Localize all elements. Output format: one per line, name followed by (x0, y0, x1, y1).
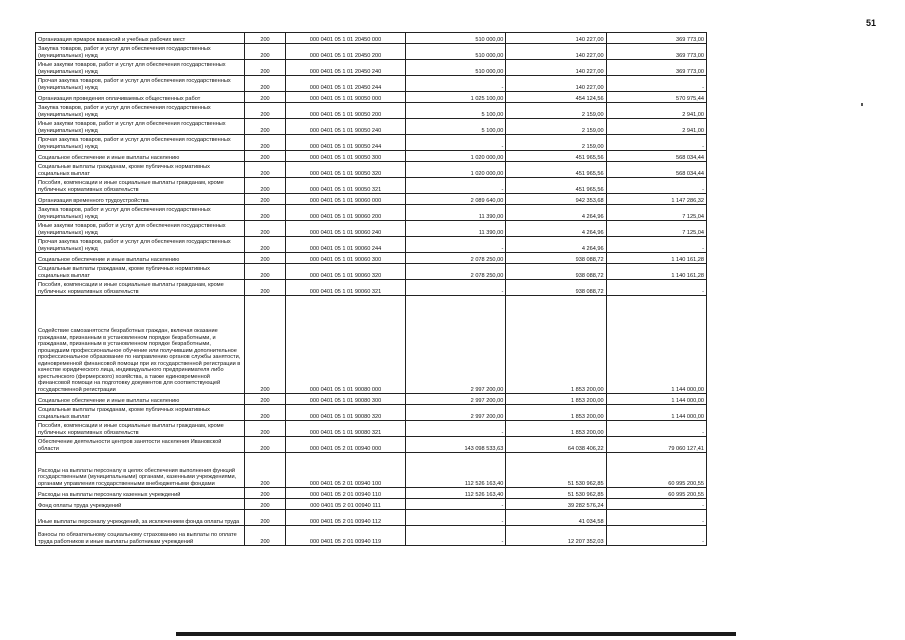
table-row (36, 178, 707, 194)
cell-code: 000 0401 05 1 01 90080 320 (286, 405, 406, 421)
cell-exec: 41 034,58 (506, 510, 606, 526)
cell-plan: - (406, 526, 506, 546)
cell-name: Иные закупки товаров, работ и услуг для обеспечения государственных (муниципальных) нужд (36, 221, 245, 237)
cell-code: 000 0401 05 1 01 90050 200 (286, 103, 406, 119)
cell-name: Закупка товаров, работ и услуг для обеспечения государственных (муниципальных) нужд (36, 103, 245, 119)
table-row (36, 394, 707, 405)
cell-adm: 200 (245, 237, 286, 253)
table-row (36, 205, 707, 221)
cell-rest: 7 125,04 (606, 221, 706, 237)
cell-exec: 451 965,56 (506, 151, 606, 162)
cell-name: Расходы на выплаты персоналу в целях обеспечения выполнения функций государственными (муниципальными) органами, казенными учреждениями, органами управления государственными внебюджетными фондами (36, 453, 245, 488)
cell-name: Взносы по обязательному социальному страхованию на выплаты по оплате труда работников и иные выплаты работникам учреждений (36, 526, 245, 546)
table-row (36, 194, 707, 205)
cell-plan: 1 020 000,00 (406, 162, 506, 178)
cell-plan: - (406, 178, 506, 194)
table-row (36, 488, 707, 499)
cell-name: Социальное обеспечение и иные выплаты населению (36, 394, 245, 405)
table-row (36, 92, 707, 103)
cell-plan: 112 526 163,40 (406, 488, 506, 499)
cell-exec: 1 853 200,00 (506, 405, 606, 421)
cell-rest: 568 034,44 (606, 162, 706, 178)
cell-exec: 451 965,56 (506, 178, 606, 194)
cell-adm: 200 (245, 194, 286, 205)
cell-rest: - (606, 526, 706, 546)
table-row (36, 76, 707, 92)
cell-rest: 369 773,00 (606, 44, 706, 60)
cell-name: Фонд оплаты труда учреждений (36, 499, 245, 510)
cell-name: Пособия, компенсации и иные социальные выплаты гражданам, кроме публичных нормативных обязательств (36, 421, 245, 437)
cell-exec: 4 264,96 (506, 205, 606, 221)
cell-code: 000 0401 05 1 01 90060 240 (286, 221, 406, 237)
cell-name: Прочая закупка товаров, работ и услуг для обеспечения государственных (муниципальных) нужд (36, 237, 245, 253)
cell-adm: 200 (245, 119, 286, 135)
cell-adm: 200 (245, 253, 286, 264)
table-row (36, 103, 707, 119)
cell-adm: 200 (245, 221, 286, 237)
cell-adm: 200 (245, 92, 286, 103)
cell-adm: 200 (245, 33, 286, 44)
cell-plan: 11 390,00 (406, 205, 506, 221)
cell-plan: 2 997 200,00 (406, 394, 506, 405)
cell-exec: 4 264,96 (506, 237, 606, 253)
cell-name: Обеспечение деятельности центров занятости населения Ивановской области (36, 437, 245, 453)
bottom-edge-bar (176, 632, 736, 636)
table-row (36, 162, 707, 178)
cell-adm: 200 (245, 526, 286, 546)
cell-plan: 2 078 250,00 (406, 253, 506, 264)
page-number: 51 (866, 18, 877, 28)
cell-rest: 1 144 000,00 (606, 394, 706, 405)
cell-rest: 1 147 286,32 (606, 194, 706, 205)
budget-table (35, 32, 707, 546)
table-row (36, 253, 707, 264)
cell-adm: 200 (245, 510, 286, 526)
cell-code: 000 0401 05 1 01 90060 300 (286, 253, 406, 264)
cell-name: Иные закупки товаров, работ и услуг для обеспечения государственных (муниципальных) нужд (36, 119, 245, 135)
cell-adm: 200 (245, 453, 286, 488)
table-row (36, 499, 707, 510)
cell-code: 000 0401 05 1 01 90060 244 (286, 237, 406, 253)
cell-rest: - (606, 421, 706, 437)
cell-exec: 64 038 406,22 (506, 437, 606, 453)
cell-rest: - (606, 510, 706, 526)
cell-adm: 200 (245, 421, 286, 437)
cell-code: 000 0401 05 1 01 90080 000 (286, 296, 406, 394)
cell-exec: 938 088,72 (506, 253, 606, 264)
table-row (36, 135, 707, 151)
cell-adm: 200 (245, 394, 286, 405)
table-row (36, 237, 707, 253)
cell-code: 000 0401 05 1 01 90060 321 (286, 280, 406, 296)
cell-code: 000 0401 05 1 01 90080 321 (286, 421, 406, 437)
cell-adm: 200 (245, 76, 286, 92)
table-row (36, 60, 707, 76)
cell-name: Социальное обеспечение и иные выплаты населению (36, 253, 245, 264)
cell-name: Пособия, компенсации и иные социальные выплаты гражданам, кроме публичных нормативных обязательств (36, 280, 245, 296)
cell-name: Социальное обеспечение и иные выплаты населению (36, 151, 245, 162)
cell-name: Прочая закупка товаров, работ и услуг для обеспечения государственных (муниципальных) нужд (36, 76, 245, 92)
cell-code: 000 0401 05 1 01 90060 000 (286, 194, 406, 205)
cell-code: 000 0401 05 1 01 90060 320 (286, 264, 406, 280)
cell-plan: 11 390,00 (406, 221, 506, 237)
cell-exec: 938 088,72 (506, 280, 606, 296)
cell-plan: 1 020 000,00 (406, 151, 506, 162)
cell-code: 000 0401 05 2 01 00940 111 (286, 499, 406, 510)
cell-plan: - (406, 499, 506, 510)
cell-adm: 200 (245, 205, 286, 221)
table-row (36, 264, 707, 280)
cell-code: 000 0401 05 2 01 00940 119 (286, 526, 406, 546)
cell-plan: 510 000,00 (406, 60, 506, 76)
cell-plan: - (406, 76, 506, 92)
cell-code: 000 0401 05 1 01 90050 320 (286, 162, 406, 178)
cell-adm: 200 (245, 280, 286, 296)
cell-rest: 7 125,04 (606, 205, 706, 221)
cell-code: 000 0401 05 1 01 20450 244 (286, 76, 406, 92)
cell-exec: 942 353,68 (506, 194, 606, 205)
cell-adm: 200 (245, 151, 286, 162)
cell-plan: - (406, 510, 506, 526)
cell-plan: - (406, 237, 506, 253)
cell-name: Организация временного трудоустройства (36, 194, 245, 205)
table-row (36, 421, 707, 437)
table-row (36, 453, 707, 488)
cell-code: 000 0401 05 1 01 90080 300 (286, 394, 406, 405)
cell-plan: 5 100,00 (406, 103, 506, 119)
cell-rest: - (606, 499, 706, 510)
cell-rest: 1 144 000,00 (606, 296, 706, 394)
cell-name: Пособия, компенсации и иные социальные выплаты гражданам, кроме публичных нормативных обязательств (36, 178, 245, 194)
cell-plan: 2 089 640,00 (406, 194, 506, 205)
cell-exec: 2 159,00 (506, 135, 606, 151)
cell-exec: 39 282 576,24 (506, 499, 606, 510)
cell-plan: - (406, 280, 506, 296)
cell-adm: 200 (245, 405, 286, 421)
cell-name: Иные выплаты персоналу учреждений, за исключением фонда оплаты труда (36, 510, 245, 526)
cell-exec: 140 227,00 (506, 76, 606, 92)
table-row (36, 33, 707, 44)
cell-exec: 454 124,56 (506, 92, 606, 103)
cell-name: Социальные выплаты гражданам, кроме публичных нормативных социальных выплат (36, 162, 245, 178)
table-row (36, 119, 707, 135)
cell-plan: - (406, 421, 506, 437)
table-row (36, 221, 707, 237)
cell-exec: 2 159,00 (506, 119, 606, 135)
table-row (36, 44, 707, 60)
cell-adm: 200 (245, 162, 286, 178)
cell-plan: 2 997 200,00 (406, 296, 506, 394)
cell-rest: 1 140 161,28 (606, 253, 706, 264)
cell-adm: 200 (245, 488, 286, 499)
cell-code: 000 0401 05 2 01 00940 112 (286, 510, 406, 526)
cell-rest: 1 140 161,28 (606, 264, 706, 280)
cell-code: 000 0401 05 1 01 90050 321 (286, 178, 406, 194)
cell-adm: 200 (245, 60, 286, 76)
cell-exec: 1 853 200,00 (506, 394, 606, 405)
table-row (36, 405, 707, 421)
cell-exec: 51 530 962,85 (506, 488, 606, 499)
cell-name: Закупка товаров, работ и услуг для обеспечения государственных (муниципальных) нужд (36, 44, 245, 60)
cell-exec: 140 227,00 (506, 60, 606, 76)
cell-rest: 2 941,00 (606, 103, 706, 119)
cell-rest: - (606, 178, 706, 194)
cell-code: 000 0401 05 1 01 90050 300 (286, 151, 406, 162)
cell-rest: 79 060 127,41 (606, 437, 706, 453)
cell-plan: 510 000,00 (406, 33, 506, 44)
cell-adm: 200 (245, 178, 286, 194)
cell-adm: 200 (245, 264, 286, 280)
cell-name: Расходы на выплаты персоналу казенных учреждений (36, 488, 245, 499)
cell-code: 000 0401 05 1 01 90050 240 (286, 119, 406, 135)
cell-rest: 60 995 200,55 (606, 453, 706, 488)
cell-adm: 200 (245, 296, 286, 394)
cell-code: 000 0401 05 1 01 90050 244 (286, 135, 406, 151)
cell-plan: 143 098 533,63 (406, 437, 506, 453)
cell-exec: 51 530 962,85 (506, 453, 606, 488)
cell-name: Социальные выплаты гражданам, кроме публичных нормативных социальных выплат (36, 405, 245, 421)
cell-name: Социальные выплаты гражданам, кроме публичных нормативных социальных выплат (36, 264, 245, 280)
cell-rest: - (606, 237, 706, 253)
cell-code: 000 0401 05 1 01 90060 200 (286, 205, 406, 221)
table-row (36, 151, 707, 162)
cell-adm: 200 (245, 103, 286, 119)
cell-rest: 568 034,44 (606, 151, 706, 162)
cell-name: Содействие самозанятости безработных граждан, включая оказание гражданам, признанным в установленном порядке безработными, и гражданам, признанным в установленном порядке безработными, прошедшим профессиональное обучение или получившим дополнительное профессиональное образование по направлению органов службы занятости, единовременной финансовой помощи при их государственной регистрации в качестве юридического лица, индивидуального предпринимателя либо крестьянского (фермерского) хозяйства, а также единовременной финансовой помощи на подготовку документов для соответствующей государственной регистрации (36, 296, 245, 394)
cell-code: 000 0401 05 1 01 90050 000 (286, 92, 406, 103)
cell-code: 000 0401 05 1 01 20450 240 (286, 60, 406, 76)
cell-plan: - (406, 135, 506, 151)
cell-exec: 451 965,56 (506, 162, 606, 178)
table-row (36, 280, 707, 296)
cell-code: 000 0401 05 1 01 20450 200 (286, 44, 406, 60)
table-row (36, 437, 707, 453)
cell-rest: - (606, 135, 706, 151)
cell-exec: 1 853 200,00 (506, 296, 606, 394)
cell-plan: 5 100,00 (406, 119, 506, 135)
cell-exec: 938 088,72 (506, 264, 606, 280)
cell-code: 000 0401 05 2 01 00940 000 (286, 437, 406, 453)
cell-adm: 200 (245, 499, 286, 510)
cell-name: Организация ярмарок вакансий и учебных рабочих мест (36, 33, 245, 44)
cell-adm: 200 (245, 135, 286, 151)
cell-plan: 2 997 200,00 (406, 405, 506, 421)
cell-plan: 1 025 100,00 (406, 92, 506, 103)
cell-name: Прочая закупка товаров, работ и услуг для обеспечения государственных (муниципальных) нужд (36, 135, 245, 151)
table-row (36, 510, 707, 526)
cell-name: Организация проведения оплачиваемых общественных работ (36, 92, 245, 103)
cell-adm: 200 (245, 44, 286, 60)
cell-exec: 140 227,00 (506, 33, 606, 44)
cell-adm: 200 (245, 437, 286, 453)
cell-rest: 570 975,44 (606, 92, 706, 103)
cell-plan: 112 526 163,40 (406, 453, 506, 488)
cell-rest: 1 144 000,00 (606, 405, 706, 421)
cell-name: Закупка товаров, работ и услуг для обеспечения государственных (муниципальных) нужд (36, 205, 245, 221)
cell-code: 000 0401 05 1 01 20450 000 (286, 33, 406, 44)
cell-rest: - (606, 76, 706, 92)
cell-exec: 4 264,96 (506, 221, 606, 237)
cell-exec: 140 227,00 (506, 44, 606, 60)
cell-code: 000 0401 05 2 01 00940 110 (286, 488, 406, 499)
cell-exec: 1 853 200,00 (506, 421, 606, 437)
table-row (36, 296, 707, 394)
cell-exec: 12 207 352,03 (506, 526, 606, 546)
stray-mark (861, 103, 863, 106)
cell-name: Иные закупки товаров, работ и услуг для обеспечения государственных (муниципальных) нужд (36, 60, 245, 76)
cell-rest: 2 941,00 (606, 119, 706, 135)
cell-plan: 510 000,00 (406, 44, 506, 60)
cell-plan: 2 078 250,00 (406, 264, 506, 280)
cell-rest: 369 773,00 (606, 33, 706, 44)
cell-exec: 2 159,00 (506, 103, 606, 119)
cell-code: 000 0401 05 2 01 00940 100 (286, 453, 406, 488)
cell-rest: - (606, 280, 706, 296)
table-row (36, 526, 707, 546)
cell-rest: 369 773,00 (606, 60, 706, 76)
cell-rest: 60 995 200,55 (606, 488, 706, 499)
